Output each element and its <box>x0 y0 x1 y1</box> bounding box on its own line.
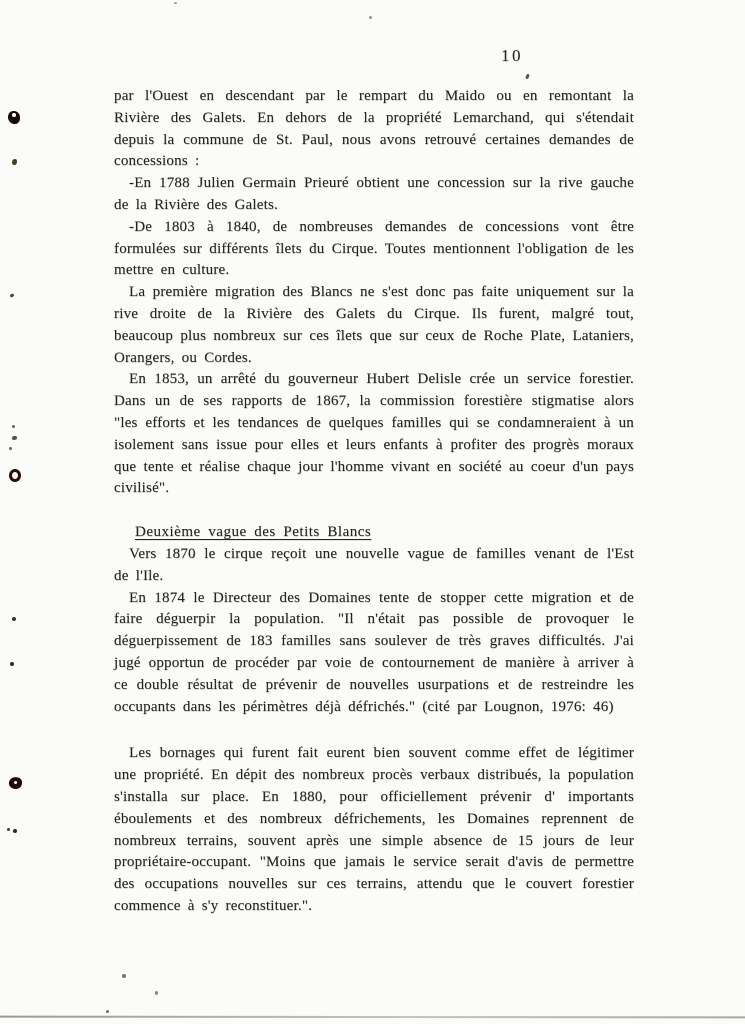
page-number: 10 <box>501 46 523 65</box>
ink-speck <box>155 991 158 995</box>
ink-speck <box>7 828 10 831</box>
paragraph: -En 1788 Julien Germain Prieuré obtient une concession sur la rive gauche de la Rivière des Galets. <box>114 175 634 213</box>
paragraph: En 1874 le Directeur des Domaines tente de stopper cette migration et de faire déguerpir la population. "Il n'était pas possible de provoquer le déguerpissement de 183 familles sans soulever de très graves difficultés. J'ai jugé opportun de procéder par voie de contournement de manière à arriver à ce double résultat de prévenir de nouvelles usurpations et de restreindre les occupants dans les périmètres déjà défrichés." (cité par Lougnon, 1976: 46) <box>114 589 634 715</box>
ink-speck <box>10 662 14 666</box>
ink-speck <box>12 425 15 428</box>
ink-speck <box>12 617 16 621</box>
paragraph: par l'Ouest en descendant par le rempart du Maido ou en remontant la Rivière des Galets. En dehors de la propriété Lemarchand, qui s'étendait depuis la commune de St. Paul, nous avons retrouvé certaines demandes de concessions : <box>114 88 634 170</box>
ink-speck <box>10 293 15 298</box>
paragraph: Vers 1870 le cirque reçoit une nouvelle vague de familles venant de l'Est de l'Ile. <box>114 545 634 584</box>
section-heading: Deuxième vague des Petits Blancs <box>135 524 372 541</box>
text-body <box>114 86 634 918</box>
ink-speck <box>525 74 530 80</box>
ink-speck <box>106 1010 109 1013</box>
ink-speck <box>12 436 17 440</box>
ink-speck <box>122 974 126 978</box>
paragraph: En 1853, un arrêté du gouverneur Hubert Delisle crée un service forestier. Dans un de ses rapports de 1867, la commission forestière stigmatise alors "les efforts et les tendances de quelques familles qui se condamneraient à un isolement sans issue pour elles et leurs enfants à profiter des progrès moraux que tente et réalise chaque jour l'homme vivant en société au coeur d'un pays civilisé". <box>114 371 634 497</box>
paragraph: -De 1803 à 1840, de nombreuses demandes de concessions vont être formulées sur différents îlets du Cirque. Toutes mentionnent l'obligation de les mettre en culture. <box>114 218 634 279</box>
scan-edge-line <box>0 1016 745 1018</box>
ink-blot <box>8 111 20 124</box>
ink-speck <box>13 829 17 833</box>
ink-speck <box>174 2 177 4</box>
paragraph: La première migration des Blancs ne s'est donc pas faite uniquement sur la rive droite de la Rivière des Galets du Cirque. Ils furent, malgré tout, beaucoup plus nombreux sur ces îlets que sur ceux de Roche Plate, Lataniers, Orangers, ou Cordes. <box>114 284 634 366</box>
ink-speck <box>369 16 372 19</box>
ink-speck <box>9 447 12 450</box>
ink-ring <box>9 469 21 482</box>
ink-speck <box>12 159 17 165</box>
paragraph: Les bornages qui furent fait eurent bien souvent comme effet de légitimer une propriété. En dépit des nombreux procès verbaux distribués, la population s'installa sur place. En 1880, pour officiellement prévenir d' importants éboulements et des nombreux défrichements, les Domaines reprennent de nombreux terrains, souvent après une simple absence de 15 jours de leur propriétaire-occupant. "Moins que jamais le service serait d'avis de permettre des occupations nouvelles sur ces terrains, attendu que le couvert forestier commence à s'y reconstituer.". <box>114 745 634 914</box>
ink-blot <box>8 776 24 791</box>
